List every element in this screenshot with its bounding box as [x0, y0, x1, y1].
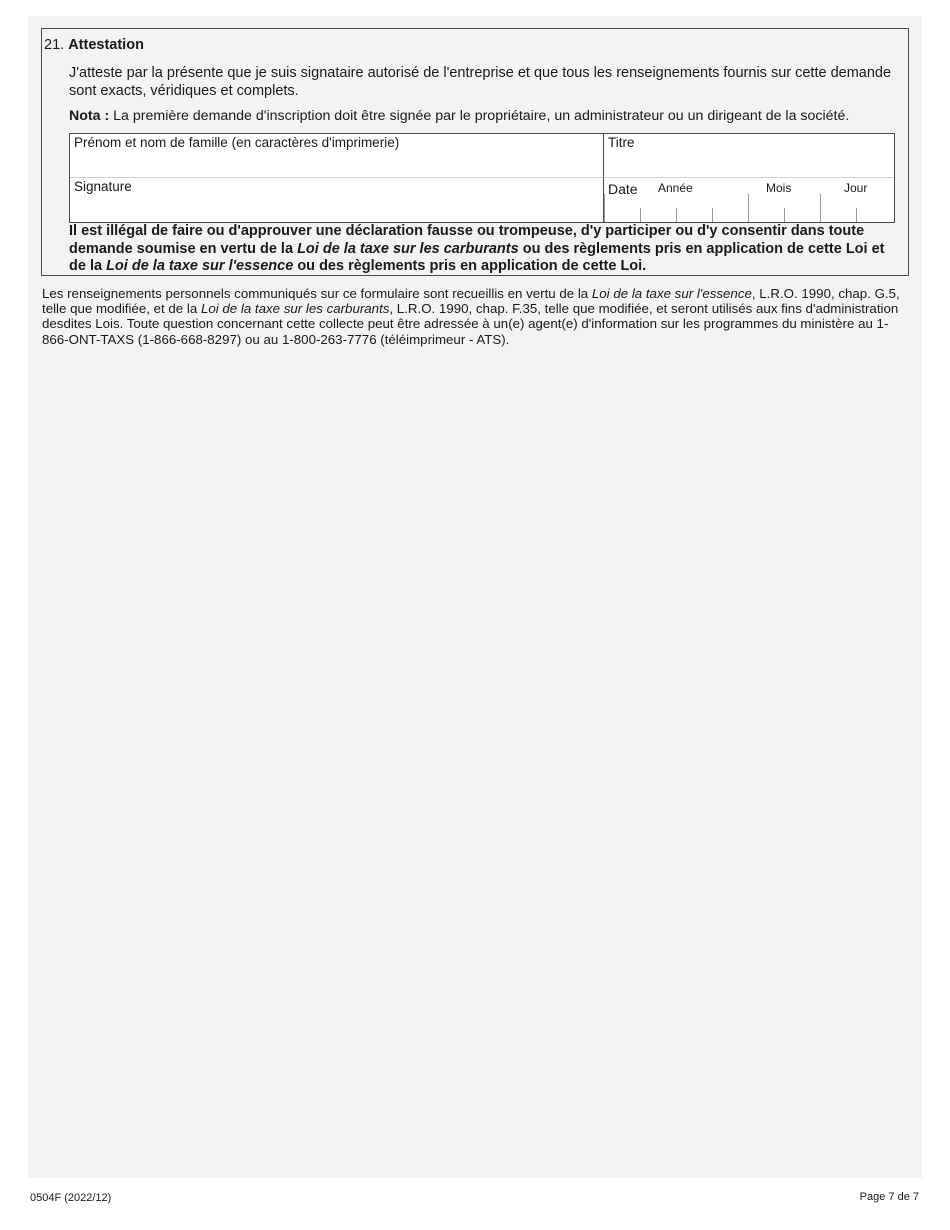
section-number: 21. [44, 37, 65, 53]
date-field-label: Date [608, 181, 638, 197]
month-day-divider [820, 194, 821, 222]
day-digit-tick [856, 208, 857, 222]
name-field-label: Prénom et nom de famille (en caractères d'imprimerie) [74, 135, 400, 150]
warning-act-name: Loi de la taxe sur l'essence [106, 258, 294, 274]
warning-act-name: Loi de la taxe sur les carburants [297, 240, 519, 257]
nota-text: La première demande d'inscription doit être signée par le propriétaire, un administrateur ou un dirigeant de la société. [109, 108, 850, 124]
year-label: Année [658, 181, 693, 195]
nota-label: Nota : [69, 108, 110, 124]
attestation-text: J'atteste par la présente que je suis signataire autorisé de l'entreprise et que tous les renseignements fournis sur cette demande sont exacts, véridiques et complets. [69, 65, 892, 99]
warning-text: ou des règlements pris en application de cette Loi et de la [69, 240, 885, 274]
section-heading [44, 37, 144, 53]
page-number: Page 7 de 7 [859, 1191, 919, 1203]
date-field[interactable] [604, 178, 894, 222]
year-month-divider [748, 194, 749, 222]
title-field-label: Titre [608, 135, 635, 150]
year-digit-tick [640, 208, 641, 222]
date-divider [604, 194, 605, 222]
year-digit-tick [712, 208, 713, 222]
signature-field[interactable] [70, 178, 604, 222]
warning-text: ou des règlements pris en application de cette Loi. [293, 258, 647, 274]
privacy-text: , L.R.O. 1990, chap. F.35, telle que modifiée, et seront utilisés aux fins d'administration desdites Lois. Toute question concernant cette collecte peut être adressée à un(e) agent(e) d'information sur les programmes du ministère au 1-866-ONT-TAXS (1-866-668-8297) ou au 1-800-263-7776 (téléimprimeur - ATS). [42, 301, 899, 347]
month-label: Mois [766, 181, 792, 195]
signature-fields-table [69, 133, 895, 223]
privacy-text: Les renseignements personnels communiqués sur ce formulaire sont recueillis en vertu de la [42, 286, 592, 301]
signature-field-label: Signature [74, 179, 132, 194]
name-field[interactable] [70, 134, 604, 178]
privacy-act-name: Loi de la taxe sur les carburants [200, 301, 390, 317]
section-title: Attestation [68, 37, 144, 53]
privacy-act-name: Loi de la taxe sur l'essence [591, 286, 752, 301]
year-digit-tick [676, 208, 677, 222]
warning-text: Il est illégal de faire ou d'approuver une déclaration fausse ou trompeuse, d'y participer ou d'y consentir dans toute demande soumise en vertu de la [69, 223, 865, 257]
nota-note [69, 108, 904, 124]
month-digit-tick [784, 208, 785, 222]
form-code: 0504F (2022/12) [30, 1192, 112, 1204]
privacy-notice [42, 286, 902, 347]
attestation-section [41, 28, 909, 276]
privacy-text: , L.R.O. 1990, chap. G.5, telle que modifiée, et de la [42, 286, 900, 317]
day-label: Jour [844, 181, 868, 195]
title-field[interactable] [604, 134, 894, 178]
legal-warning [69, 223, 905, 276]
